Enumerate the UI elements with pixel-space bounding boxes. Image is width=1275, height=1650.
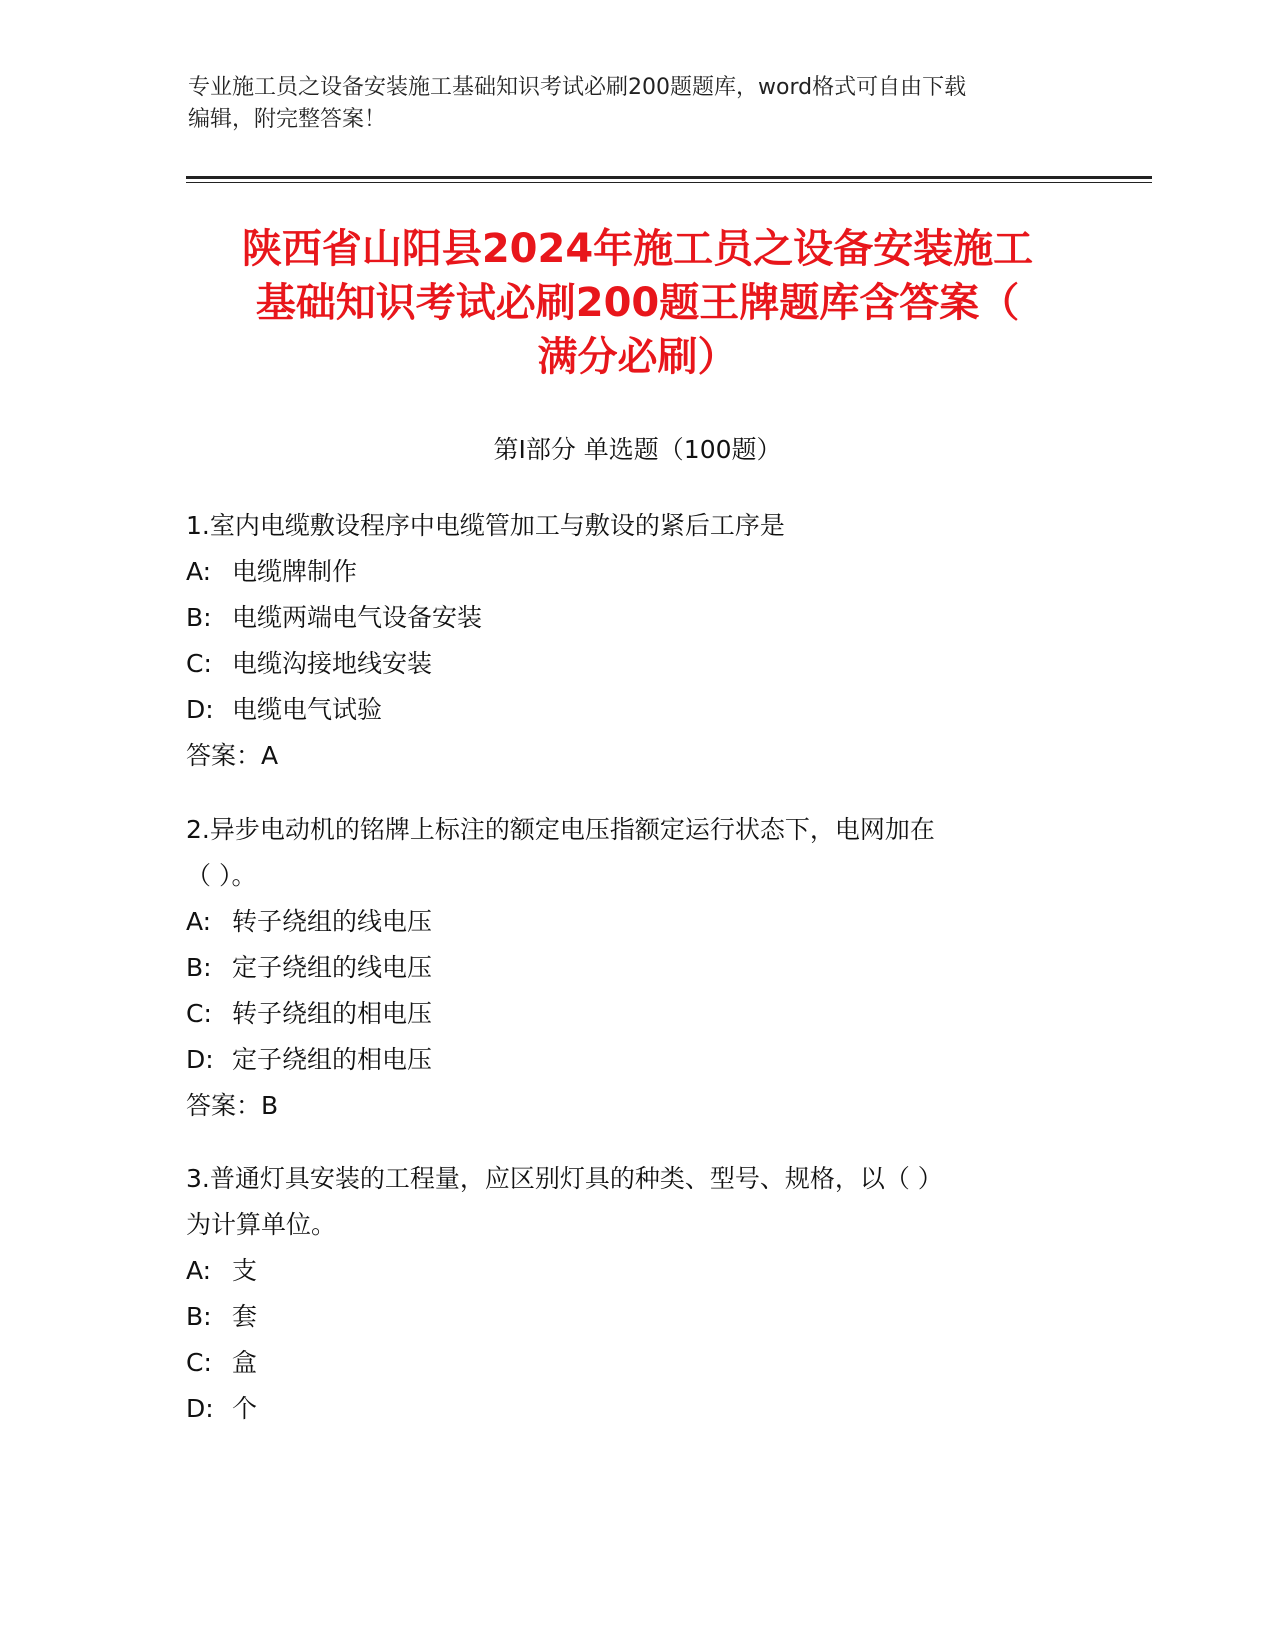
- option-letter: C:: [186, 649, 212, 678]
- option-letter: A:: [186, 557, 212, 586]
- title-line1: 陕西省山阳县2024年施工员之设备安装施工: [241, 226, 1034, 272]
- option-a: [186, 549, 1086, 595]
- option-c: [186, 641, 1086, 687]
- option-d: [186, 1386, 1086, 1432]
- option-b: [186, 945, 1086, 991]
- option-text: 定子绕组的线电压: [232, 953, 433, 982]
- option-text: 个: [232, 1394, 258, 1423]
- option-text: 转子绕组的相电压: [232, 999, 433, 1028]
- question-stem: 3.普通灯具安装的工程量，应区别灯具的种类、型号、规格，以（ ）: [186, 1164, 943, 1193]
- option-a: [186, 899, 1086, 945]
- question-1: [186, 503, 1086, 779]
- option-letter: C:: [186, 999, 212, 1028]
- option-c: [186, 991, 1086, 1037]
- answer-text: 答案：B: [186, 1091, 279, 1120]
- question-stem-continued: （ ）。: [186, 861, 257, 890]
- option-text: 电缆电气试验: [232, 695, 383, 724]
- option-letter: D:: [186, 1394, 214, 1423]
- option-text: 电缆沟接地线安装: [232, 649, 433, 678]
- option-letter: A:: [186, 907, 212, 936]
- option-text: 套: [232, 1302, 258, 1331]
- title-line2: 基础知识考试必刷200题王牌题库含答案（: [255, 280, 1020, 326]
- answer-text: 答案：A: [186, 741, 279, 770]
- option-letter: B:: [186, 1302, 212, 1331]
- question-stem: 1.室内电缆敷设程序中电缆管加工与敷设的紧后工序是: [186, 511, 785, 540]
- option-text: 转子绕组的线电压: [232, 907, 433, 936]
- header-note-line1: 专业施工员之设备安装施工基础知识考试必刷200题题库，word格式可自由下载: [188, 75, 967, 100]
- option-letter: D:: [186, 1045, 214, 1074]
- option-c: [186, 1340, 1086, 1386]
- option-letter: B:: [186, 603, 212, 632]
- option-text: 定子绕组的相电压: [232, 1045, 433, 1074]
- question-3: [186, 1156, 1086, 1432]
- question-stem-continued: 为计算单位。: [186, 1210, 337, 1239]
- option-text: 电缆牌制作: [232, 557, 358, 586]
- option-letter: B:: [186, 953, 212, 982]
- title-line3: 满分必刷）: [537, 334, 738, 380]
- option-text: 盒: [232, 1348, 258, 1377]
- option-text: 电缆两端电气设备安装: [232, 603, 483, 632]
- header-divider-thin: [186, 182, 1152, 183]
- question-2: [186, 807, 1086, 1129]
- header-note-line2: 编辑，附完整答案！: [188, 107, 387, 132]
- document-title: [160, 222, 1115, 384]
- option-d: [186, 687, 1086, 733]
- option-a: [186, 1248, 1086, 1294]
- option-b: [186, 595, 1086, 641]
- option-d: [186, 1037, 1086, 1083]
- option-letter: C:: [186, 1348, 212, 1377]
- header-divider-thick: [186, 176, 1152, 179]
- option-b: [186, 1294, 1086, 1340]
- option-letter: D:: [186, 695, 214, 724]
- section-heading: 第Ⅰ部分 单选题（100题）: [493, 435, 782, 464]
- question-stem: 2.异步电动机的铭牌上标注的额定电压指额定运行状态下，电网加在: [186, 815, 935, 844]
- option-text: 支: [232, 1256, 258, 1285]
- header-note: [188, 72, 1088, 136]
- option-letter: A:: [186, 1256, 212, 1285]
